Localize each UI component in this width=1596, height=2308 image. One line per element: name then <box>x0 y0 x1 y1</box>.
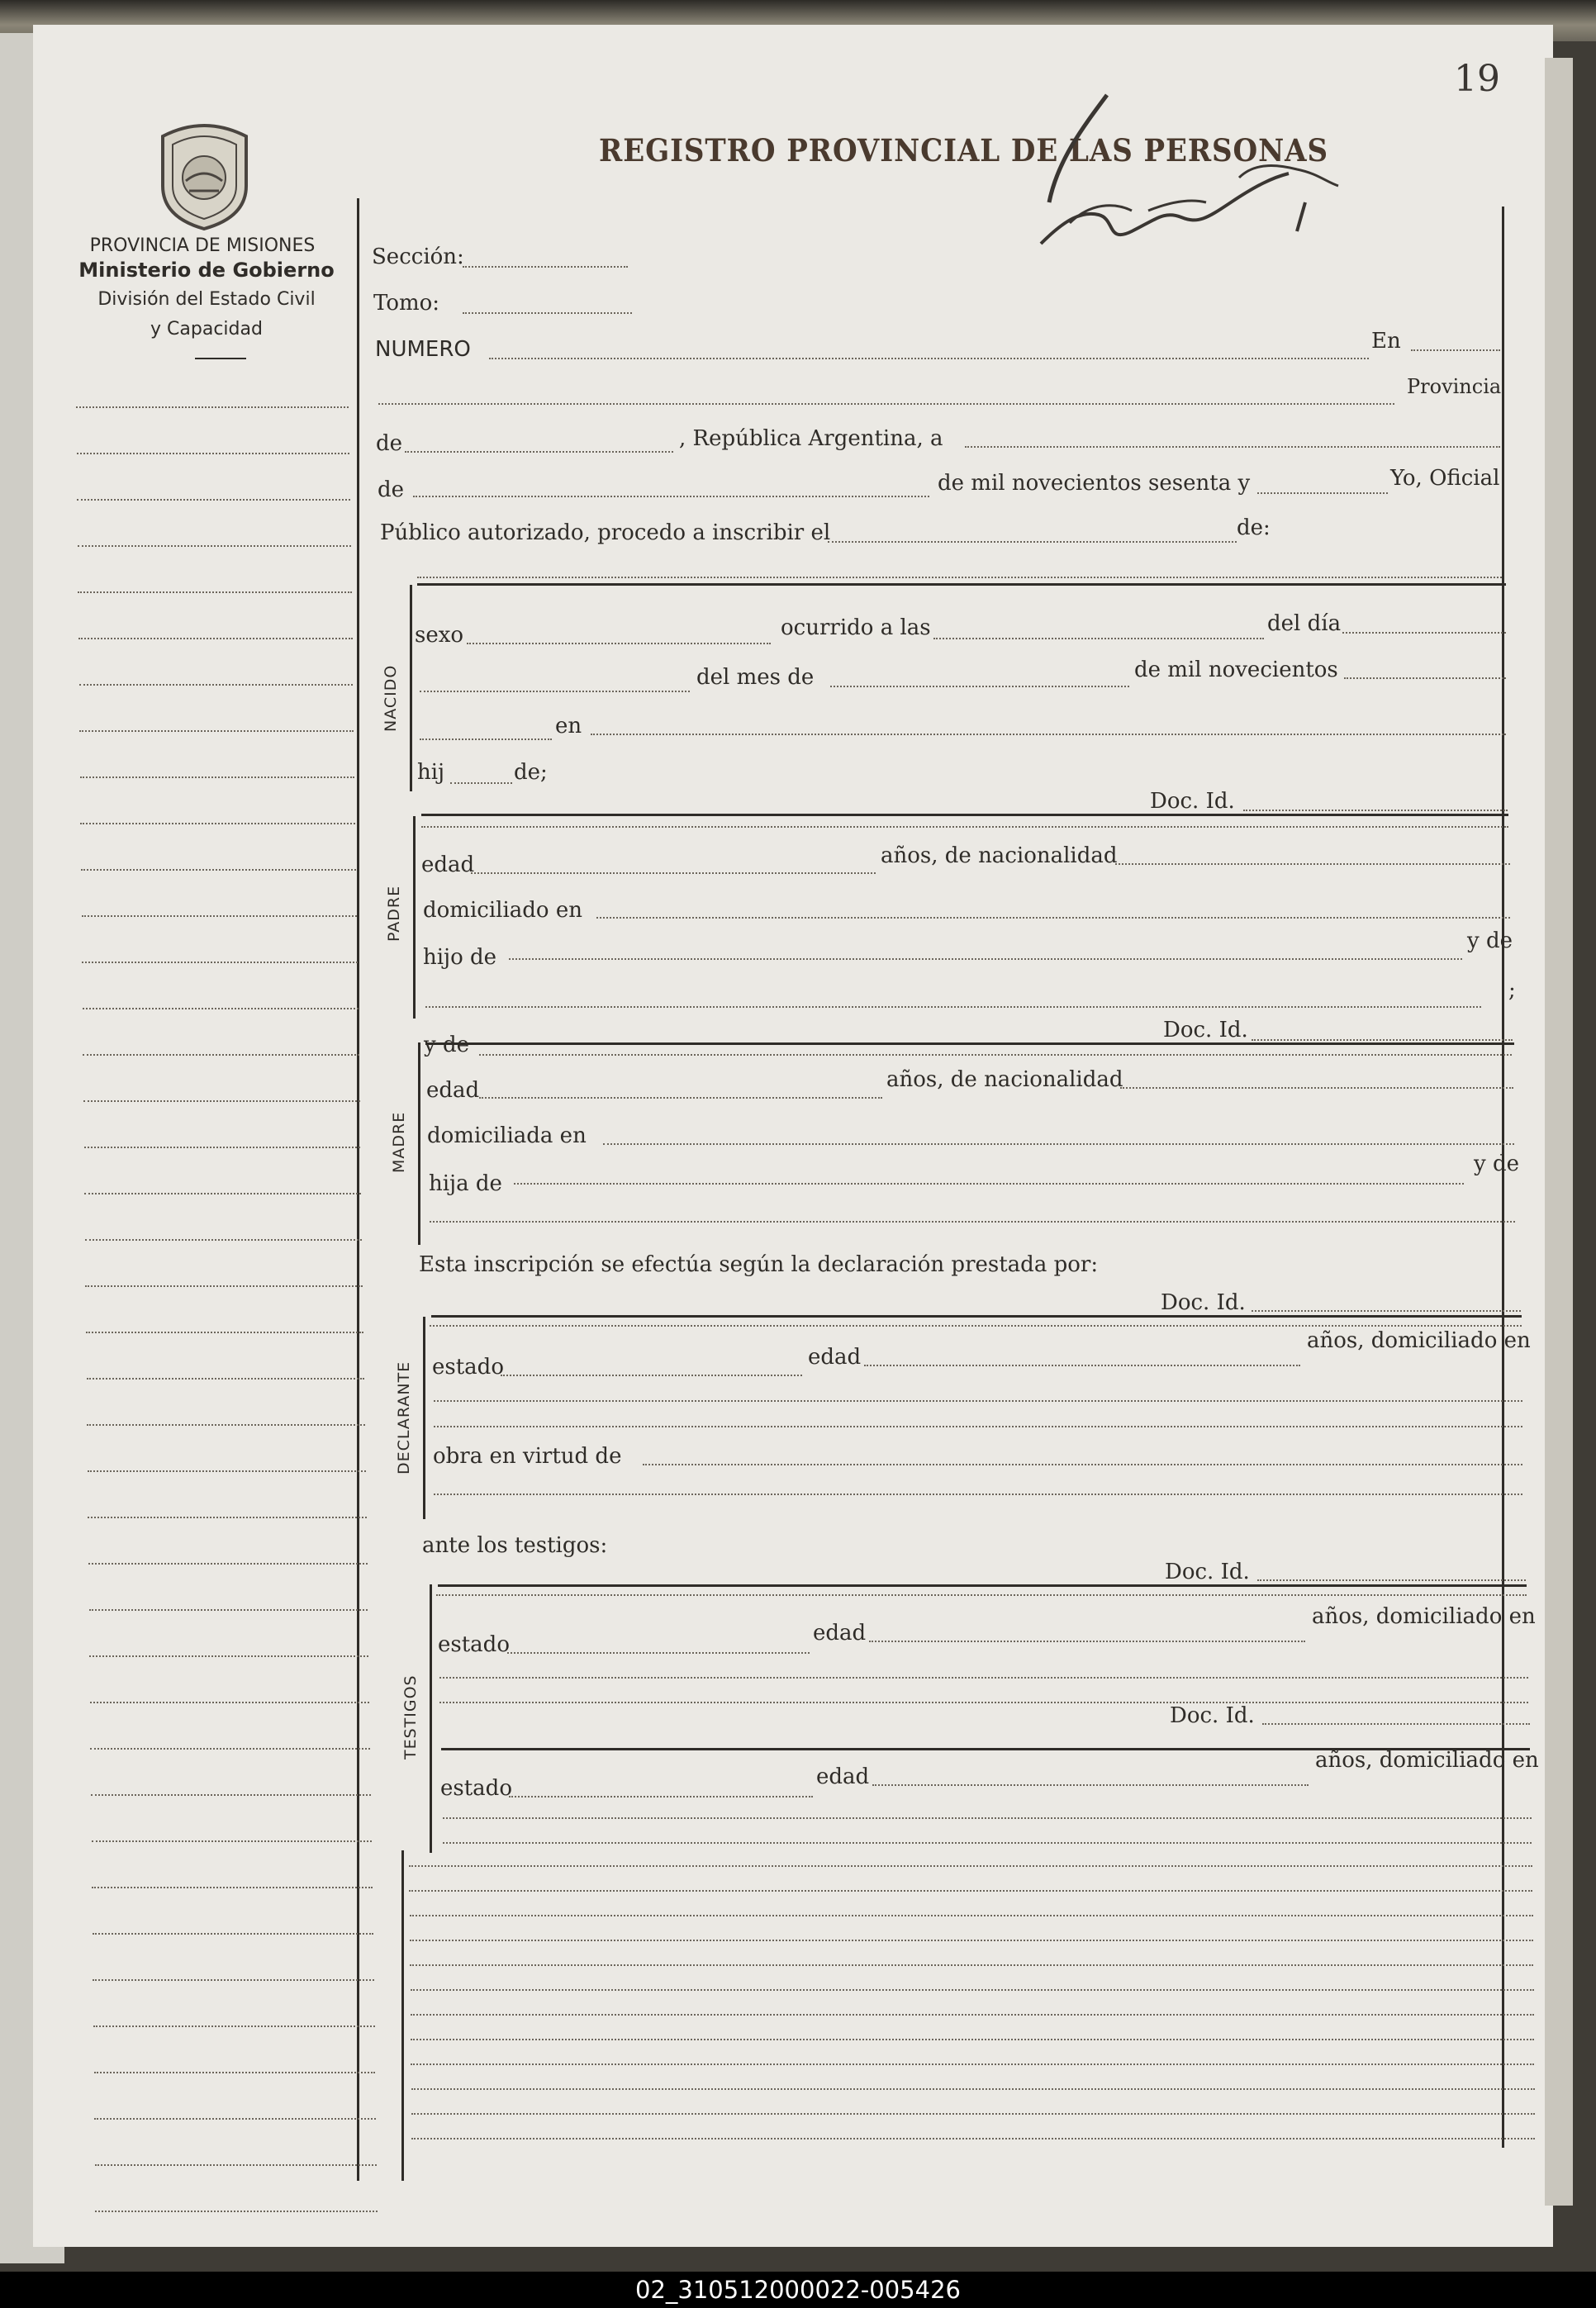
right-page-edge <box>1545 58 1573 2206</box>
year-field[interactable] <box>1257 492 1388 494</box>
testigo2-estado-field[interactable] <box>509 1796 813 1797</box>
anio-field[interactable] <box>1344 677 1506 679</box>
margin-line[interactable] <box>88 1563 368 1565</box>
notes-line[interactable] <box>411 2113 1535 2115</box>
testigo2-anos-label: años, domiciliado en <box>1315 1748 1539 1773</box>
hora-field[interactable] <box>933 638 1264 639</box>
declarante-anos-label: años, domiciliado en <box>1307 1328 1531 1353</box>
margin-line[interactable] <box>80 823 355 824</box>
header-division: División del Estado Civil <box>97 289 316 310</box>
en-label: En <box>1371 329 1401 354</box>
notes-line[interactable] <box>411 2039 1534 2040</box>
dia-field[interactable] <box>1342 632 1506 634</box>
testigo2-estado-label: estado <box>440 1776 512 1801</box>
name-field[interactable] <box>417 577 1502 578</box>
testigos-intro: ante los testigos: <box>422 1533 608 1558</box>
notes-line[interactable] <box>411 1989 1534 1991</box>
margin-line[interactable] <box>85 1239 362 1241</box>
testigo1-estado-label: estado <box>438 1632 510 1657</box>
declarante-label: DECLARANTE <box>395 1361 413 1475</box>
de-field-1[interactable] <box>405 451 673 453</box>
notes-line[interactable] <box>411 2138 1535 2139</box>
testigo1-anos-label: años, domiciliado en <box>1312 1604 1536 1629</box>
anio-field-2[interactable] <box>420 738 552 740</box>
declarante-estado-label: estado <box>432 1355 504 1380</box>
hij-label: hij <box>417 760 445 785</box>
declarante-doc-label: Doc. Id. <box>1161 1290 1246 1315</box>
a-field[interactable] <box>965 446 1500 448</box>
margin-line[interactable] <box>92 1887 373 1888</box>
obra-field[interactable] <box>643 1464 1522 1465</box>
margin-line[interactable] <box>88 1470 366 1472</box>
declarante-dom-field-2[interactable] <box>434 1426 1522 1427</box>
header-province: PROVINCIA DE MISIONES <box>89 235 316 256</box>
margin-line[interactable] <box>77 453 349 454</box>
madre-domicilio-field[interactable] <box>603 1143 1514 1145</box>
nacido-top-rule <box>417 583 1506 586</box>
margin-line[interactable] <box>82 962 358 963</box>
margin-divider <box>357 198 359 2181</box>
del-mes-label: del mes de <box>696 665 815 690</box>
margin-line[interactable] <box>89 1655 368 1657</box>
testigo1-estado-field[interactable] <box>507 1652 810 1654</box>
declarante-edad-label: edad <box>808 1345 862 1370</box>
padre-hijo-label: hijo de <box>423 945 497 970</box>
margin-line[interactable] <box>94 2072 376 2073</box>
madre-edad-field[interactable] <box>479 1097 882 1099</box>
padre-name-field[interactable] <box>421 826 1508 828</box>
madre-top-rule <box>425 1042 1514 1045</box>
nacido-bar <box>410 585 412 791</box>
margin-line[interactable] <box>79 730 354 732</box>
declarante-doc-field[interactable] <box>1252 1310 1521 1312</box>
padre-top-rule <box>421 814 1508 816</box>
publico-label: Público autorizado, procedo a inscribir el <box>380 520 831 545</box>
provincia-label: Provincia <box>1407 375 1502 398</box>
madre-doc-field[interactable] <box>1252 1039 1513 1041</box>
margin-line[interactable] <box>90 1702 369 1703</box>
madre-y-de-field[interactable] <box>430 1221 1515 1223</box>
madre-label: MADRE <box>390 1111 408 1173</box>
mes-field[interactable] <box>830 686 1129 687</box>
madre-doc-label: Doc. Id. <box>1163 1018 1248 1042</box>
margin-line[interactable] <box>82 915 357 917</box>
margin-line[interactable] <box>77 499 350 501</box>
lugar-field[interactable] <box>591 734 1506 735</box>
margin-line[interactable] <box>87 1378 364 1380</box>
madre-edad-label: edad <box>426 1078 480 1103</box>
testigo2-doc-field[interactable] <box>1262 1723 1530 1725</box>
margin-line[interactable] <box>93 1979 373 1981</box>
madre-bar <box>418 1042 420 1245</box>
margin-line[interactable] <box>76 406 349 408</box>
padre-doc-label: Doc. Id. <box>1150 789 1235 814</box>
margin-line[interactable] <box>95 2164 377 2166</box>
testigo1-doc-field[interactable] <box>1257 1579 1526 1581</box>
header-ministry: Ministerio de Gobierno <box>78 259 335 282</box>
declarante-estado-field[interactable] <box>501 1375 802 1376</box>
de-colon-label: de: <box>1237 515 1271 540</box>
madre-hija-label: hija de <box>429 1171 502 1196</box>
page-number: 19 <box>1454 58 1500 100</box>
tomo-field[interactable] <box>463 312 632 314</box>
madre-nac-label: años, de nacionalidad <box>886 1067 1123 1092</box>
numero-field[interactable] <box>489 358 1369 359</box>
margin-line[interactable] <box>84 1147 361 1148</box>
provincial-seal-icon <box>153 120 256 235</box>
margin-line[interactable] <box>78 545 351 547</box>
seccion-field[interactable] <box>463 266 628 268</box>
margin-line[interactable] <box>92 1840 372 1842</box>
header-capacity: y Capacidad <box>150 319 263 340</box>
hij-suffix-field[interactable] <box>450 782 512 784</box>
seccion-label: Sección: <box>372 245 464 269</box>
madre-y-de-label-2: y de <box>1474 1152 1519 1176</box>
margin-line[interactable] <box>85 1285 363 1287</box>
margin-line[interactable] <box>81 869 356 871</box>
padre-hijo-field[interactable] <box>509 958 1462 960</box>
padre-semicolon: ; <box>1508 978 1516 1003</box>
margin-line[interactable] <box>78 591 351 593</box>
de-label-1: de <box>376 431 403 456</box>
de-semi-label: de; <box>514 760 548 785</box>
padre-edad-field[interactable] <box>471 872 876 874</box>
notes-line[interactable] <box>411 2063 1534 2065</box>
madre-y-de-label: y de <box>424 1033 469 1057</box>
padre-y-de-label: y de <box>1467 928 1513 953</box>
margin-line[interactable] <box>90 1748 370 1750</box>
padre-domicilio-field[interactable] <box>596 917 1510 919</box>
madre-name-field[interactable] <box>479 1054 1512 1056</box>
testigo1-doc-label: Doc. Id. <box>1165 1560 1250 1584</box>
de-mil-label: de mil novecientos sesenta y <box>938 471 1251 496</box>
margin-line[interactable] <box>93 1933 373 1935</box>
margin-line[interactable] <box>83 1054 359 1056</box>
notes-line[interactable] <box>411 2088 1535 2090</box>
sexo-field[interactable] <box>467 643 771 644</box>
header-underline <box>195 358 246 359</box>
testigo2-dom-field[interactable] <box>443 1817 1532 1819</box>
notes-line[interactable] <box>409 1890 1532 1892</box>
provincia-field[interactable] <box>378 403 1394 405</box>
margin-line[interactable] <box>93 2025 375 2027</box>
padre-label: PADRE <box>385 885 403 942</box>
padre-edad-label: edad <box>421 852 475 877</box>
madre-dom-label: domiciliada en <box>427 1123 587 1148</box>
notes-line[interactable] <box>410 1964 1533 1966</box>
madre-hija-field[interactable] <box>514 1183 1464 1185</box>
testigo1-name-field[interactable] <box>436 1594 1527 1596</box>
declarante-name-field[interactable] <box>430 1325 1522 1327</box>
testigos-bar <box>430 1584 432 1853</box>
de-label-2: de <box>378 477 405 502</box>
notes-left-border <box>401 1850 404 2181</box>
testigo1-top-rule <box>438 1584 1527 1587</box>
page-title: REGISTRO PROVINCIAL DE LAS PERSONAS <box>599 132 1329 169</box>
testigo2-doc-label: Doc. Id. <box>1170 1703 1255 1728</box>
declarante-bar <box>423 1317 425 1519</box>
padre-nacionalidad-field[interactable] <box>1115 863 1510 865</box>
testigo1-dom-field[interactable] <box>439 1677 1528 1679</box>
en-label-2: en <box>555 714 582 738</box>
margin-line[interactable] <box>95 2211 378 2212</box>
margin-line[interactable] <box>78 638 353 639</box>
testigos-label: TESTIGOS <box>401 1674 420 1759</box>
notes-line[interactable] <box>410 1915 1533 1916</box>
margin-line[interactable] <box>86 1332 363 1333</box>
padre-bar <box>413 816 416 1019</box>
de-field-2[interactable] <box>413 496 929 497</box>
declaracion-text: Esta inscripción se efectúa según la declaración prestada por: <box>419 1252 1099 1277</box>
footer-id: 02_310512000022-005426 <box>0 2272 1596 2308</box>
en-field[interactable] <box>1411 349 1500 351</box>
tomo-label: Tomo: <box>373 291 440 316</box>
margin-line[interactable] <box>91 1794 371 1796</box>
numero-label: NUMERO <box>375 337 471 362</box>
de-mil-nov-label: de mil novecientos <box>1134 658 1338 682</box>
padre-doc-field[interactable] <box>1243 810 1508 811</box>
obra-label: obra en virtud de <box>433 1444 622 1469</box>
notes-line[interactable] <box>411 2014 1534 2016</box>
declarante-dom-field[interactable] <box>434 1400 1522 1402</box>
padre-dom-label: domiciliado en <box>423 898 582 923</box>
obra-field-2[interactable] <box>434 1494 1522 1495</box>
testigo1-dom-field-2[interactable] <box>439 1702 1528 1703</box>
margin-line[interactable] <box>79 684 354 686</box>
padre-y-de-field[interactable] <box>425 1006 1481 1008</box>
ocurrido-label: ocurrido a las <box>781 615 931 640</box>
inscribir-field[interactable] <box>828 541 1237 543</box>
dia-field-2[interactable] <box>420 691 690 692</box>
sexo-label: sexo <box>415 623 464 648</box>
testigo1-edad-label: edad <box>813 1621 867 1646</box>
margin-line[interactable] <box>83 1008 359 1009</box>
declarante-edad-field[interactable] <box>864 1365 1300 1366</box>
testigo2-edad-label: edad <box>816 1764 870 1789</box>
margin-line[interactable] <box>89 1609 368 1611</box>
madre-nacionalidad-field[interactable] <box>1120 1087 1513 1089</box>
form-right-border <box>1502 207 1504 2148</box>
margin-line[interactable] <box>88 1517 366 1518</box>
notes-line[interactable] <box>410 1940 1533 1941</box>
padre-nac-label: años, de nacionalidad <box>881 843 1118 868</box>
del-dia-label: del día <box>1267 611 1342 636</box>
testigo2-edad-field[interactable] <box>872 1784 1309 1786</box>
signature-mark <box>991 78 1347 272</box>
margin-line[interactable] <box>94 2118 376 2120</box>
notes-line[interactable] <box>409 1865 1532 1867</box>
margin-line[interactable] <box>84 1193 361 1194</box>
nacido-label: NACIDO <box>382 664 400 732</box>
republica-label: , República Argentina, a <box>679 426 943 451</box>
testigo2-dom-field-2[interactable] <box>443 1842 1532 1844</box>
margin-line[interactable] <box>80 776 354 778</box>
yo-oficial-label: Yo, Oficial <box>1390 466 1500 491</box>
margin-line[interactable] <box>83 1100 360 1102</box>
testigo1-edad-field[interactable] <box>869 1641 1305 1642</box>
margin-line[interactable] <box>87 1424 365 1426</box>
declarante-top-rule <box>431 1315 1522 1318</box>
